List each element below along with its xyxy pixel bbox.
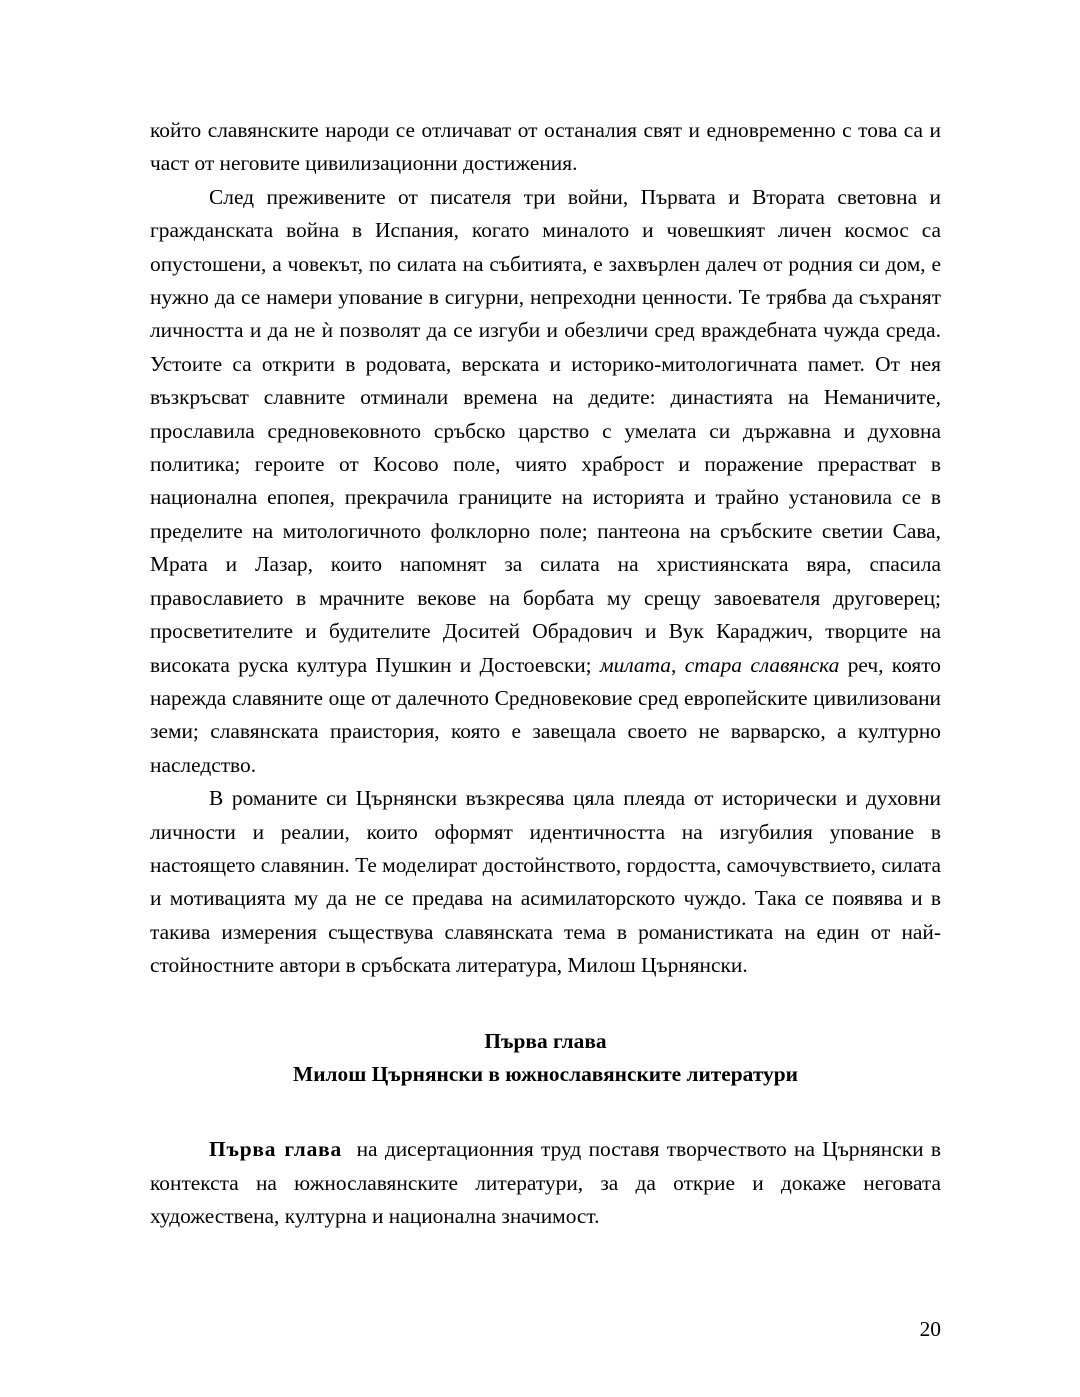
paragraph-three-wars-text: След преживените от писателя три войни, Първата и Втората световна и гражданската война в Испания, когато миналото и човешкият личен космос са опустошени, а човекът, по силата на събитията, е захвърлен далеч от родния си дом, е нужно да се намери упование в сигурни, непреходни ценности. Те трябва да съхранят личността и да не ѝ позволят да се изгуби и обезличи сред враждебната чужда среда. Устоите са открити в родовата, верската и историко-митологичната памет. От нея възкръсват славните отминали времена на дедите: династията на Неманичите, прославила средновековното сръбско царство с умелата си държавна и духовна политика; героите от Косово поле, чиято храброст и поражение прерастват в национална епопея, прекрачила границите на историята и трайно установила се в пределите на митологичното фолклорно поле; пантеона на сръбските светии Сава, Мрата и Лазар, които напомнят за силата на християнската вяра, спасила православието в мрачните векове на борбата му срещу завоевателя друговерец; просветителите и будителите Доситей Обрадович и Вук Караджич, творците на високата руска култура Пушкин и Достоевски; [150,184,941,677]
paragraph-novels: В романите си Църнянски възкресява цяла плеяда от исторически и духовни личности и реалии, които оформят идентичността на изгубилия упование в настоящето славянин. Те моделират достойнството, гордостта, самочувствието, силата и мотивацията му да не се предава на асимилаторското чуждо. Така се появява и в такива измерения съществува славянската тема в романистиката на един от най-стойностните автори в сръбската литература, Милош Църнянски. [150,786,941,978]
italic-phrase-dear: милата [599,652,672,677]
page-number: 20 [919,1317,941,1341]
chapter-heading [150,1025,941,1092]
paragraph-continuation: който славянските народи се отличават от останалия свят и едновременно с това са и част от неговите цивилизационни достижения. [150,118,941,176]
paragraph-three-wars [150,181,941,782]
italic-phrase-old-slavic: стара славянска [684,652,840,677]
document-page [150,114,947,1234]
paragraph-chapter-intro [150,1133,947,1233]
italic-separator: , [671,652,685,677]
chapter-intro-bold: Първа глава [209,1137,342,1162]
paragraph-three-wars-tail: реч, която нарежда славяните още от далечното Средновековие сред европейските цивилизовани земи; славянската праистория, която е завещала своето не варварско, а културно наследство. [150,652,941,777]
chapter-title: Милош Църнянски в южнославянските литератури [293,1061,798,1086]
chapter-intro-text: на дисертационния труд поставя творчеството на Църнянски в контекста на южнославянските литератури, за да открие и докаже неговата художествена, културна и национална значимост. [150,1137,947,1229]
chapter-number: Първа глава [484,1028,607,1053]
